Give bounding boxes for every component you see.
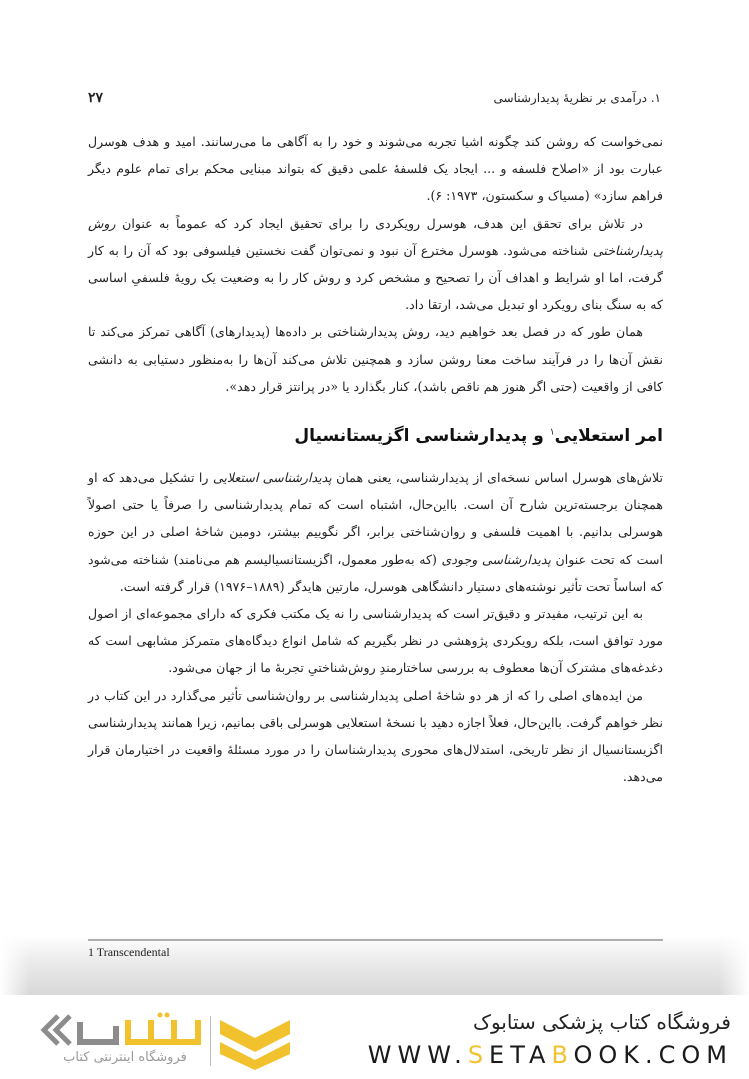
italic-term: پدیدارشناسی استعلایی — [212, 470, 332, 486]
page-body — [88, 128, 663, 790]
footnote: 1 Transcendental — [88, 945, 170, 959]
store-url[interactable] — [368, 1041, 733, 1069]
logo-divider — [210, 1016, 211, 1066]
chapter-title: ۱. درآمدی بر نظریهٔ پدیدارشناسی — [493, 91, 661, 105]
paragraph-1: نمی‌خواست که روشن کند چگونه اشیا تجربه می‌شوند و خود را به آگاهی ما می‌رسانند. امید و هدف هوسرل عبارت بود از «اصلاح فلسفه و ... ایجاد یک فلسفهٔ علمی دقیق که بتواند مبنایی محکم برای تمام علوم دیگر فراهم سازد» (مسیاک و سکستون، ۱۹۷۳: ۶). — [88, 134, 663, 204]
store-name: فروشگاه کتاب پزشکی ستابوک — [473, 1010, 731, 1034]
paragraph-6: من ایده‌های اصلی را که از هر دو شاخهٔ اصلی پدیدارشناسی بر روان‌شناسی تأثیر می‌گذارد در این کتاب در نظر خواهم گرفت. بااین‌حال، فعلاً اجازه دهید با نسخهٔ استعلایی هوسرلی باقی بمانیم، زیرا همانند پدیدارشناسی اگزیستانسیال از نظر تاریخی، استدلال‌های محوری پدیدارشناسان را در مورد مسئلهٔ واقعیت در اختیارمان قرار می‌دهد. — [88, 687, 663, 785]
heading-part: امر استعلایی — [554, 426, 663, 447]
url-part: ETA — [489, 1041, 552, 1069]
url-part: OOK.COM — [573, 1041, 733, 1069]
text-run: شناخته می‌شود. هوسرل مخترع آن نبود و نمی‌توان گفت نخستین فیلسوفی بود که آن را به کار گرفت، اما او شرایط و اهداف آن را تصحیح و مشخص کرد و روش کار را به وضعیت یک رویهٔ فلسفیِ اساسی که به سنگ بنای رویکرد او تبدیل می‌شد، ارتقا داد. — [88, 242, 663, 313]
paragraph-2 — [88, 210, 663, 319]
paragraph-5: به این ترتیب، مفیدتر و دقیق‌تر است که پدیدارشناسی را نه یک مکتب فکری که دارای مجموعه‌ای از اصول مورد توافق است، بلکه رویکردی پژوهشی در نظر بگیریم که شامل انواع دیدگاه‌های متمرکز مشابهی است که دغدغه‌های مشترک آن‌ها معطوف به بررسی ساختارمندِ روش‌شناختیِ تجربهٔ ما از جهان می‌شود. — [88, 606, 663, 676]
logo-chevron-mark-icon — [220, 1014, 290, 1070]
url-part-accent: S — [467, 1041, 490, 1069]
italic-term: روش پدیدارشناختی — [88, 215, 663, 258]
italic-term: پدیدارشناسی وجودی — [441, 551, 551, 567]
text-run: تلاش‌های هوسرل اساس نسخه‌ای از پدیدارشناسی، یعنی همان — [331, 470, 663, 486]
footnote-divider — [88, 939, 663, 941]
heading-part: و پدیدارشناسی اگزیستانسیال — [294, 426, 550, 447]
paragraph-3: همان طور که در فصل بعد خواهیم دید، روش پدیدارشناختی بر داده‌ها (پدیدارهای) آگاهی تمرکز می‌کند تا نقش آن‌ها را در فرآیند ساخت معنا روشن سازد و همچنین تلاش می‌کند آن‌ها را به‌منظور دستیابی به دانشی کافی از واقعیت (حتی اگر هنوز هم ناقص باشد)، کنار بگذارد یا «در پرانتز قرار دهد». — [88, 324, 663, 394]
page-number: ۲۷ — [88, 90, 104, 106]
logo-tagline: فروشگاه اینترنتی کتاب — [63, 1050, 187, 1065]
text-run: (که به‌طور معمول، اگزیستانسیالیسم هم می‌نامند) شناخته می‌شود که اساساً تحت تأثیر نوشته‌های دستیار دانشگاهی هوسرل، مارتین هایدگر (۱۸۸۹–۱۹۷۶) قرار گرفته است. — [88, 551, 663, 594]
section-heading — [88, 426, 663, 446]
running-header — [88, 88, 661, 108]
setabook-logo[interactable] — [30, 1012, 290, 1072]
paragraph-4 — [88, 464, 663, 600]
text-run: در تلاش برای تحقق این هدف، هوسرل رویکردی را برای تحقیق ایجاد کرد که عموماً به عنوان — [115, 215, 643, 231]
footnote-marker[interactable]: ۱ — [549, 427, 555, 438]
url-part: WWW. — [367, 1041, 468, 1069]
logo-wordmark-icon — [36, 1012, 206, 1048]
url-part-accent: B — [551, 1041, 574, 1069]
text-run: را تشکیل می‌دهد که او همچنان برجسته‌ترین شارح آن است. بااین‌حال، اشتباه است که تمام پدیدارشناسی را صرفاً یا حتی اصولاً هوسرلی بدانیم. با اهمیت فلسفی و روان‌شناختی برابر، اگر نگوییم بیشتر، دومین شاخهٔ اصلی در این حوزه است که تحت عنوان — [88, 470, 663, 567]
